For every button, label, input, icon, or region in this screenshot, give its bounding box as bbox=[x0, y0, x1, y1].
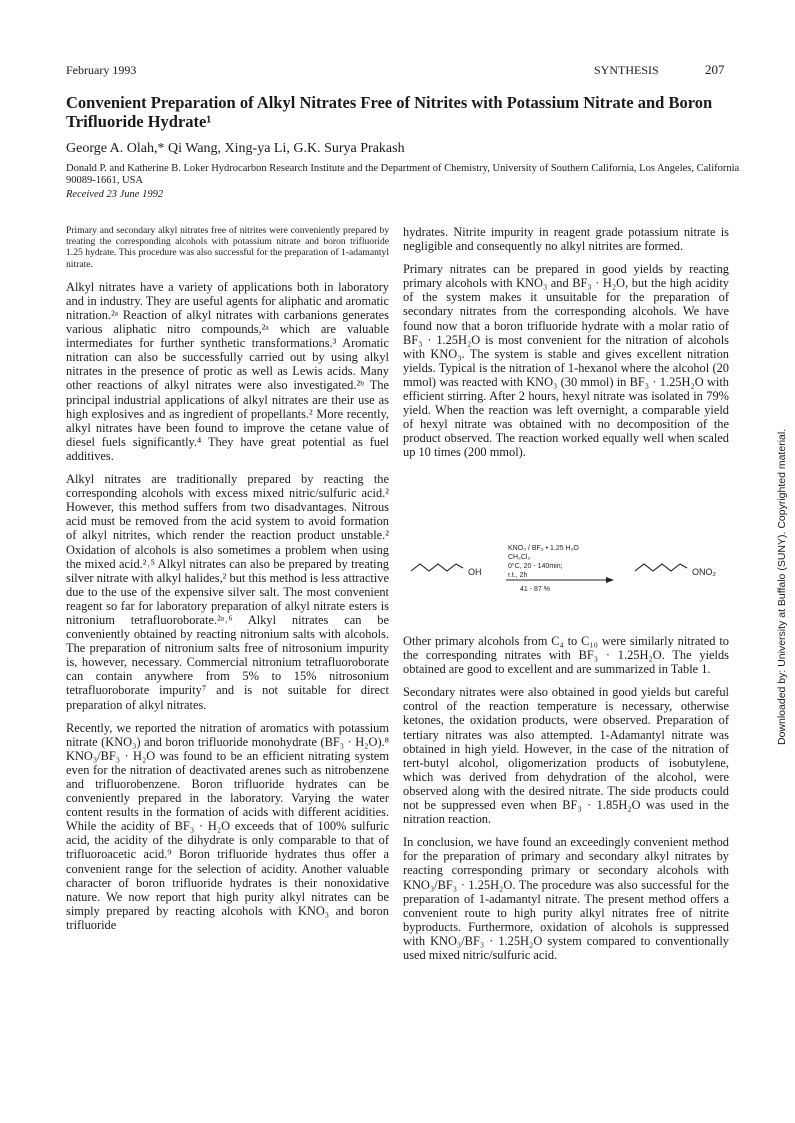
article-received-date: Received 23 June 1992 bbox=[66, 189, 164, 200]
hexanol-structure bbox=[411, 564, 463, 571]
scheme-condition: r.t., 2h bbox=[508, 572, 528, 579]
abstract: Primary and secondary alkyl nitrates free of nitrites were conveniently prepared by treating the corresponding alcohols with potassium nitrate and boron trifluoride 1.25 hydrate. This procedure was also successful for the preparation of 1-adamantyl nitrate. bbox=[66, 225, 389, 270]
hexyl-nitrate-structure bbox=[635, 564, 687, 571]
reaction-scheme bbox=[403, 540, 729, 625]
reactant-group-label: OH bbox=[468, 567, 482, 577]
paragraph: Primary nitrates can be prepared in good yields by reacting primary alcohols with KNO₃ and BF₃ · H₂O, but the high acidity of the system makes it unsuitable for the preparation of secondary nitrates from the corresponding alcohols. We have found now that a boron trifluoride hydrate with a molar ratio of BF₃ · 1.25H₂O is most convenient for the nitration of alcohols with KNO₃. The system is stable and gives excellent nitration yields. Typical is the nitration of 1-hexanol where the alcohol (20 mmol) was reacted with KNO₃ (30 mmol) in BF₃ · 1.25H₂O with efficient stirring. After 2 hours, hexyl nitrate was isolated in 79% yield. When the reaction was left overnight, a comparable yield of hexyl nitrate was obtained with no decomposition of the product observed. The reaction worked equally well when scaled up 10 times (200 mmol). bbox=[403, 262, 729, 460]
paragraph: Alkyl nitrates are traditionally prepared by reacting the corresponding alcohols with excess mixed nitric/sulfuric acid.² However, this method suffers from two disadvantages. Nitrous acid must be removed from the acid system to avoid formation of alkyl nitrites, which render the reaction product unstable.² Oxidation of alcohols is also sometimes a problem when using the mixed acid.²˒⁵ Alkyl nitrates can also be prepared by treating silver nitrate with alkyl halides,² but this method is less attractive due to the use of the expensive silver salt. The most convenient reagent so far for laboratory preparation of alkyl nitrate esters is nitronium tetrafluoroborate.²ᵃ˒⁶ Alkyl nitrates can be conveniently obtained by reacting nitronium salts with alcohols. The preparation of nitronium salts free of nitrosonium impurity is, however, necessary. Commercial nitronium tetrafluoroborate can contain anywhere from 5% to 15% nitrosonium tetrafluoroborate impurity⁷ and is not suitable for direct preparation of alkyl nitrates. bbox=[66, 472, 389, 712]
paragraph: In conclusion, we have found an exceedingly convenient method for the preparation of primary and secondary alkyl nitrates by reacting corresponding primary or secondary alcohols with KNO₃/BF₃ · 1.25H₂O. The procedure was also successful for the preparation of 1-adamantyl nitrate. The present method offers a convenient route to high purity alkyl nitrates free of nitrite byproducts. Furthermore, oxidation of alcohols is suppressed with KNO₃/BF₃ · 1.25H₂O system compared to conventionally used mixed nitric/sulfuric acid. bbox=[403, 835, 729, 962]
paragraph: hydrates. Nitrite impurity in reagent grade potassium nitrate is negligible and consequently no alkyl nitrites are formed. bbox=[403, 225, 729, 254]
right-column-bottom bbox=[403, 634, 729, 971]
paragraph: Other primary alcohols from C₄ to C₁₀ were similarly nitrated to the corresponding nitrates with BF₃ · 1.25H₂O. The yields obtained are good to excellent and are summarized in Table 1. bbox=[403, 634, 729, 677]
left-column bbox=[66, 225, 389, 941]
scheme-condition: KNO₃ / BF₃ • 1.25 H₂O bbox=[508, 545, 579, 552]
download-notice: Downloaded by: University at Buffalo (SUNY). Copyrighted material. bbox=[776, 428, 788, 745]
article-authors: George A. Olah,* Qi Wang, Xing-ya Li, G.K. Surya Prakash bbox=[66, 141, 405, 156]
paragraph: Alkyl nitrates have a variety of applications both in laboratory and in industry. They are useful agents for aliphatic and aromatic nitration.²ᵃ Reaction of alkyl nitrates with carbanions generates various aliphatic nitro compounds,²ᵃ which are valuable intermediates for further synthetic transformations.³ Aromatic nitration can also be successfully carried out by using alkyl nitrates in the presence of protic as well as Lewis acids. Many other reactions of alkyl nitrates were also investigated.²ᵇ The principal industrial applications of alkyl nitrates are their use as high explosives and as ingredient of propellants.² More recently, alkyl nitrates have been found to improve the cetane value of diesel fuels significantly.⁴ They have great potential as fuel additives. bbox=[66, 279, 389, 463]
right-column-top bbox=[403, 225, 729, 469]
header-journal: SYNTHESIS bbox=[594, 63, 659, 77]
scheme-yield: 41 - 87 % bbox=[520, 586, 550, 593]
header-date: February 1993 bbox=[66, 63, 137, 77]
paragraph: Recently, we reported the nitration of aromatics with potassium nitrate (KNO₃) and boron trifluoride monohydrate (BF₃ · H₂O).⁸ KNO₃/BF₃ · H₂O was found to be an efficient nitrating system even for the nitration of deactivated arenes such as nitrobenzene and trifluorobenzene. Boron trifluoride hydrates can be conveniently prepared in the laboratory. Varying the water content results in the formation of acids with different acidities. While the acidity of BF₃ · H₂O exceeds that of 100% sulfuric acid, the acidity of the dihydrate is only comparable to that of trifluoroacetic acid.⁹ Boron trifluoride hydrates thus offer a convenient range for the selection of acidity. Another valuable character of boron trifluoride hydrates is their nonoxidative nature. We now report that high purity alkyl nitrates can be simply prepared by reacting alcohols with KNO₃ and boron trifluoride bbox=[66, 720, 389, 932]
scheme-condition: CH₂Cl₂ bbox=[508, 554, 531, 561]
article-title: Convenient Preparation of Alkyl Nitrates Free of Nitrites with Potassium Nitrate and Boron Trifluoride Hydrate¹ bbox=[66, 93, 713, 131]
paragraph: Secondary nitrates were also obtained in good yields but careful control of the reaction temperature is necessary, otherwise ketones, the oxidation products, were observed. Preparation of tertiary nitrates was also attempted. 1-Adamantyl nitrate was obtained in high yield. However, in the case of the nitration of tert-butyl alcohol, oligomerization products of isobutylene, which was derived from dehydration of the alcohol, were observed along with the desired nitrate. The side products could not be suppressed even when BF₃ · 1.85H₂O was used in the nitration reaction. bbox=[403, 685, 729, 827]
article-affiliation: Donald P. and Katherine B. Loker Hydrocarbon Research Institute and the Department of Chemistry, University of Southern California, Los Angeles, California 90089-1661, USA bbox=[66, 163, 740, 186]
product-group-label: ONO₂ bbox=[692, 567, 716, 577]
reaction-scheme-figure bbox=[403, 540, 729, 625]
scheme-condition: 0°C, 20 - 140min; bbox=[508, 563, 563, 570]
header-page-number: 207 bbox=[705, 62, 725, 77]
reaction-arrowhead bbox=[606, 577, 614, 583]
